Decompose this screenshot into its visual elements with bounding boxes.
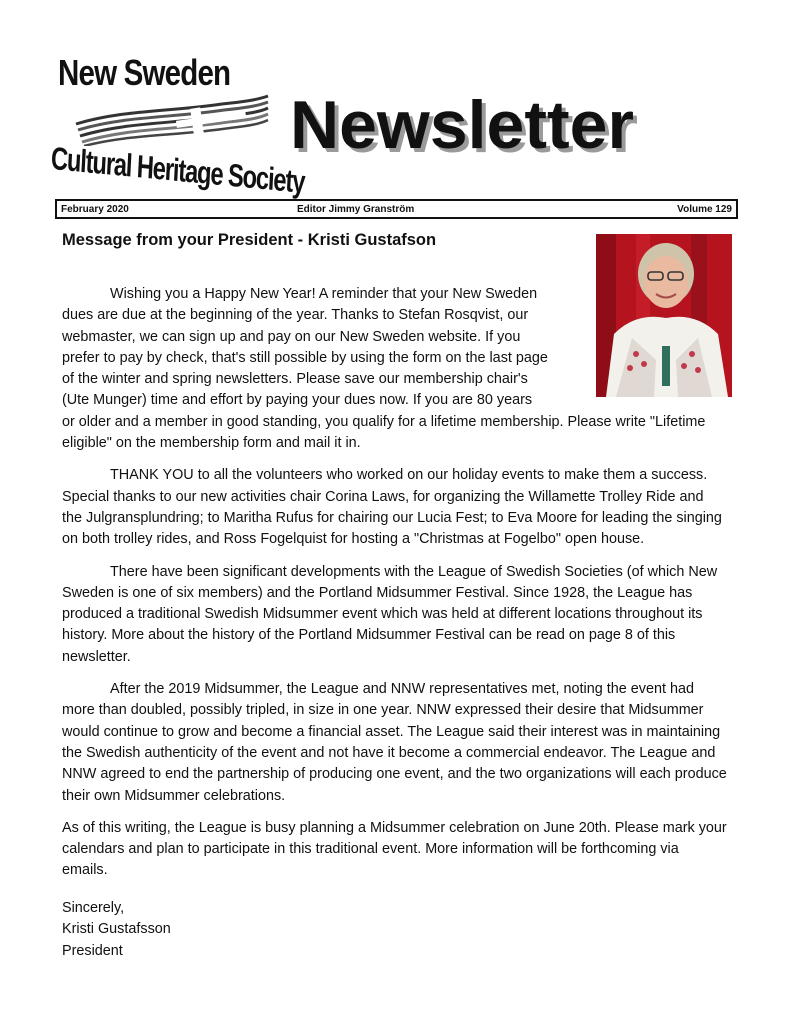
issue-date: February 2020 — [61, 204, 129, 215]
signature-block — [62, 898, 171, 962]
wrapped-lines-cont — [62, 305, 590, 411]
paragraph-volunteers: THANK YOU to all the volunteers who worked on our holiday events to make them a success. Special thanks to our new activities chair Corina Laws, for organizing the Willamette Trolley Ride and the Julgransplundring; to Maritha Rufus for chairing our Lucia Fest; to Eva Moore for leading the singing on both trolley rides, and Ross Fogelquist for hosting a "Christmas at Fogelbo" open house. — [62, 467, 722, 548]
paragraph-midsummer-2019: After the 2019 Midsummer, the League and NNW representatives met, noting the event had more than doubled, possibly tripled, in size in one year. NNW expressed their desire that Midsummer would continue to grow and become a financial asset. The League said their interest was in maintaining the Swedish authenticity of the event and not have it become a commercial endeavor. The League and NNW agreed to end the partnership of producing one event, and the two organizations will each produce their own Midsummer celebrations. — [62, 681, 727, 804]
article-title: Message from your President - Kristi Gustafson — [62, 231, 437, 249]
issue-info-bar — [55, 199, 738, 219]
wrapped-lines — [62, 284, 590, 305]
flag-swoosh-graphic — [72, 94, 272, 146]
text-line: Wishing you a Happy New Year! A reminder that your New Sweden — [110, 286, 538, 302]
closing-text: Sincerely, — [62, 900, 125, 916]
signer-name: Kristi Gustafsson — [62, 921, 171, 938]
society-logo — [50, 52, 306, 200]
text-line: (Ute Munger) time and effort by paying your dues now. If you are 80 years — [62, 392, 533, 409]
logo-text-new-sweden: New Sweden — [58, 52, 231, 93]
signer-title: President — [62, 942, 123, 959]
issue-volume: Volume 129 — [677, 204, 732, 215]
logo-text-cultural-heritage: Cultural Heritage Society — [50, 140, 306, 200]
paragraph-dues — [62, 284, 727, 305]
article-body — [62, 284, 727, 893]
text-line: dues are due at the beginning of the year. Thanks to Stefan Rosqvist, our — [62, 307, 529, 324]
text-line: prefer to pay by check, that's still possible by using the form on the last page — [62, 349, 548, 366]
paragraph-league: There have been significant developments with the League of Swedish Societies (of which New Sweden is one of six members) and the Portland Midsummer Festival. Since 1928, the League has produced a traditional Swedish Midsummer event which was held at different locations throughout its history. More about the history of the Portland Midsummer Festival can be read on page 8 of this newsletter. — [62, 563, 718, 665]
newsletter-title: Newsletter — [290, 87, 634, 163]
text-line: webmaster, we can sign up and pay on our New Sweden website. If you — [62, 328, 521, 345]
paragraph-june-celebration: As of this writing, the League is busy planning a Midsummer celebration on June 20th. Please mark your calendars and plan to participate in this traditional event. More information will be forthcoming via emails. — [62, 819, 727, 879]
text-line: of the winter and spring newsletters. Please save our membership chair's — [62, 371, 528, 388]
paragraph-dues-rest: or older and a member in good standing, you qualify for a lifetime membership. Please write "Lifetime eligible" on the membership form and mail it in. — [62, 413, 706, 452]
issue-editor: Editor Jimmy Granström — [297, 204, 415, 215]
